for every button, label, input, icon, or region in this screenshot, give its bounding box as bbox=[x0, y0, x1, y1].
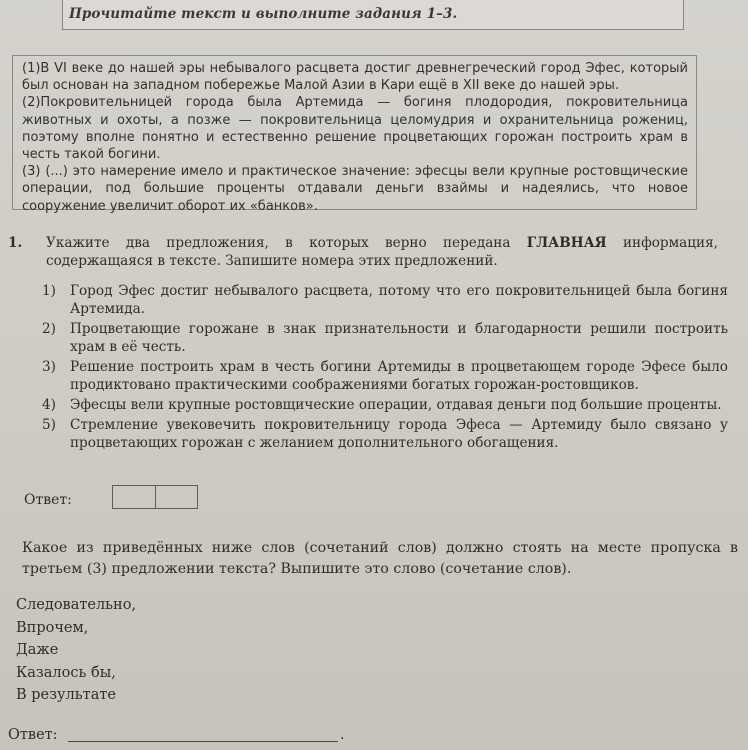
answer-cell-1[interactable] bbox=[113, 486, 156, 508]
option-2 bbox=[30, 320, 728, 356]
task-1-prompt-keyword: ГЛАВНАЯ bbox=[526, 235, 607, 251]
option-3 bbox=[30, 358, 728, 394]
word-option: Казалось бы, bbox=[16, 664, 116, 681]
task-2-answer-period: . bbox=[340, 727, 345, 743]
option-number: 1) bbox=[42, 283, 56, 299]
word-option: В результате bbox=[16, 687, 116, 703]
task-1-prompt-start: Укажите два предложения, в которых верно передана bbox=[46, 235, 527, 251]
word-options-list bbox=[16, 594, 136, 707]
option-number: 2) bbox=[42, 321, 56, 337]
task-2-prompt: Какое из приведённых ниже слов (сочетаний слов) должно стоять на месте пропуска в третьем (3) предложении текста? Выпишите это слово (сочетание слов). bbox=[22, 540, 738, 577]
task-1-answer-label: Ответ: bbox=[24, 492, 72, 508]
option-4 bbox=[30, 396, 728, 414]
option-text: Город Эфес достиг небывалого расцвета, потому что его покровительницей была богиня Артемида. bbox=[70, 283, 728, 317]
task-1-prompt-end: информация, содержащаяся в тексте. Запишите номера этих предложений. bbox=[46, 235, 718, 269]
passage-sentence-3: (3) (...) это намерение имело и практическое значение: эфесцы вели крупные ростовщические операции, под большие проценты отдавали деньги взаймы и надеялись, что новое сооружение увеличит оборот их «банков». bbox=[22, 164, 688, 214]
option-number: 5) bbox=[42, 417, 56, 433]
option-5 bbox=[30, 416, 728, 452]
word-option: Даже bbox=[16, 642, 59, 658]
option-number: 3) bbox=[42, 359, 56, 375]
passage-text-box bbox=[12, 55, 697, 214]
option-text: Эфесцы вели крупные ростовщические операции, отдавая деньги под большие проценты. bbox=[70, 397, 722, 413]
word-option: Следовательно, bbox=[16, 597, 137, 613]
instruction-text: Прочитайте текст и выполните задания 1–3. bbox=[69, 6, 458, 22]
passage-sentence-1: (1)В VI веке до нашей эры небывалого расцвета достиг древнегреческий город Эфес, который был основан на западном побережье Малой Азии в Кари ещё в XII веке до нашей эры. bbox=[22, 61, 688, 94]
passage-sentence-2: (2)Покровительницей города была Артемида — богиня плодородия, покровительница животных и охоты, а позже — покровительница целомудрия и охранительница рожениц, поэтому вполне понятно и естественно решение процветающих горожан построить храм в честь такой богини. bbox=[22, 95, 688, 163]
task-2-answer-line[interactable] bbox=[68, 741, 338, 742]
option-number: 4) bbox=[42, 397, 56, 413]
task-1-answer-box[interactable] bbox=[112, 485, 198, 509]
task-1-prompt bbox=[46, 234, 718, 270]
answer-cell-2[interactable] bbox=[156, 486, 198, 508]
option-text: Процветающие горожане в знак признательности и благодарности решили построить храм в её честь. bbox=[70, 321, 728, 355]
task-2-answer-label: Ответ: bbox=[8, 727, 58, 743]
task-1-options bbox=[30, 282, 728, 454]
instruction-header bbox=[62, 0, 684, 30]
task-1-number: 1. bbox=[8, 235, 23, 251]
option-text: Стремление увековечить покровительницу города Эфеса — Артемиду было связано у процветающих горожан с желанием дополнительного обогащения. bbox=[70, 417, 728, 451]
option-text: Решение построить храм в честь богини Артемиды в процветающем городе Эфесе было продиктовано практическими соображениями богатых горожан-ростовщиков. bbox=[70, 359, 728, 393]
option-1 bbox=[30, 282, 728, 318]
word-option: Впрочем, bbox=[16, 619, 89, 636]
